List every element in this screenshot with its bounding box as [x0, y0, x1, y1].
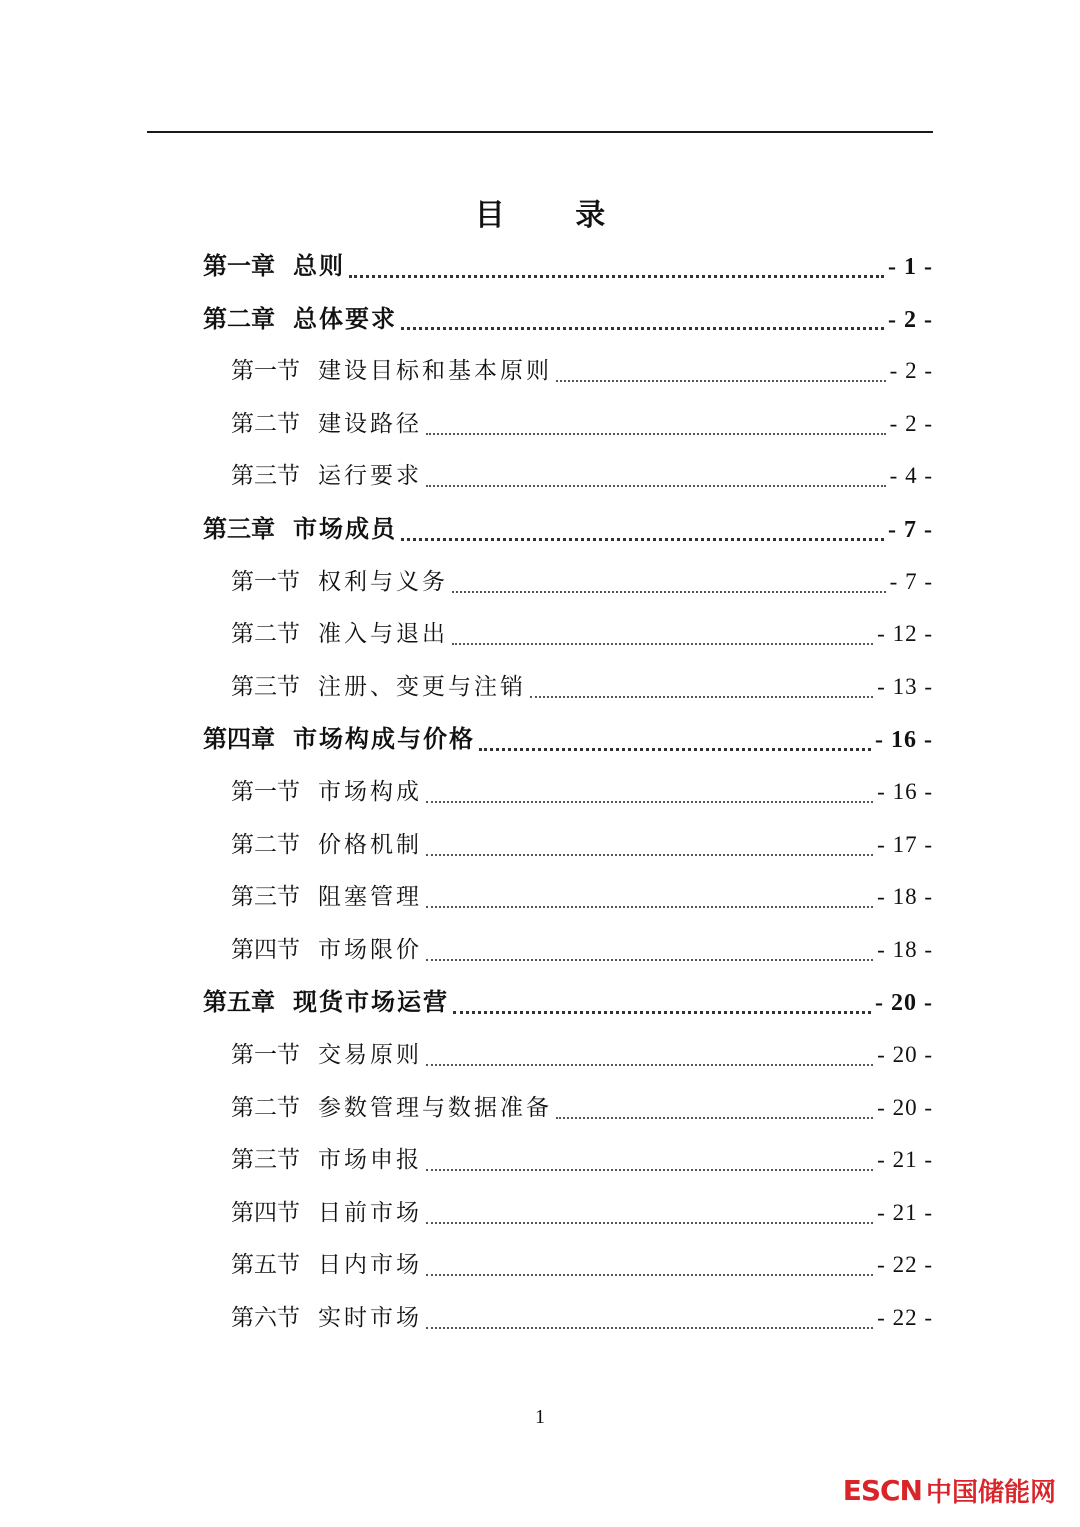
toc-entry-number: 第四节: [231, 1199, 300, 1226]
toc-entry-number: 第五节: [231, 1252, 300, 1279]
toc-entry-title: 准入与退出: [318, 621, 448, 648]
toc-section-entry: [231, 1035, 933, 1075]
toc-entry-page: - 2 -: [889, 410, 933, 436]
toc-dot-leader: [426, 1274, 873, 1276]
toc-entry-page: - 22 -: [877, 1252, 933, 1278]
toc-entry-page: - 21 -: [877, 1147, 933, 1173]
toc-entry-page: - 13 -: [877, 673, 933, 699]
toc-entry-title: 实时市场: [318, 1305, 422, 1331]
toc-entry-page: - 2 -: [889, 358, 933, 384]
toc-entry-page: - 16 -: [875, 727, 933, 754]
toc-dot-leader: [530, 696, 873, 698]
toc-entry-number: 第二节: [231, 1094, 300, 1121]
toc-section-entry: [231, 351, 933, 391]
toc-entry-page: - 17 -: [877, 831, 933, 857]
toc-entry-title: 建设路径: [318, 410, 422, 437]
toc-entry-number: 第五章: [203, 987, 275, 1017]
toc-dot-leader: [452, 643, 873, 645]
toc-dot-leader: [426, 1064, 873, 1066]
toc-chapter-entry: [203, 246, 933, 286]
toc-dot-leader: [426, 1222, 873, 1224]
toc-dot-leader: [426, 959, 873, 961]
toc-dot-leader: [401, 327, 884, 330]
toc-dot-leader: [426, 906, 873, 908]
toc-dot-leader: [556, 380, 886, 382]
toc-entry-number: 第三节: [231, 673, 300, 700]
toc-entry-number: 第一节: [231, 358, 300, 385]
toc-dot-leader: [479, 748, 871, 751]
toc-entry-page: - 20 -: [875, 990, 933, 1017]
toc-section-entry: [231, 772, 933, 812]
toc-entry-page: - 18 -: [877, 936, 933, 962]
toc-entry-page: - 7 -: [889, 568, 933, 594]
toc-entry-title: 参数管理与数据准备: [318, 1094, 552, 1121]
toc-entry-page: - 16 -: [877, 779, 933, 804]
toc-entry-title: 市场限价: [318, 936, 422, 963]
toc-entry-number: 第三章: [203, 514, 275, 543]
toc-entry-number: 第三节: [231, 463, 300, 490]
toc-entry-title: 总体要求: [293, 303, 397, 333]
toc-entry-page: - 1 -: [888, 254, 933, 280]
toc-entry-number: 第一章: [203, 251, 275, 280]
toc-dot-leader: [556, 1117, 873, 1119]
toc-entry-number: 第六节: [231, 1305, 300, 1331]
toc-chapter-entry: [203, 299, 933, 339]
toc-entry-title: 日内市场: [318, 1252, 422, 1279]
toc-entry-number: 第四章: [203, 724, 275, 754]
toc-entry-number: 第三节: [231, 884, 300, 911]
toc-dot-leader: [426, 485, 886, 487]
toc-entry-page: - 2 -: [888, 306, 933, 333]
toc-entry-title: 现货市场运营: [293, 987, 449, 1017]
toc-chapter-entry: [203, 982, 933, 1022]
page-number: 1: [535, 1406, 545, 1428]
toc-entry-title: 市场构成: [318, 779, 422, 805]
toc-dot-leader: [401, 538, 884, 541]
toc-dot-leader: [426, 801, 873, 803]
toc-chapter-entry: [203, 719, 933, 759]
toc-dot-leader: [426, 433, 886, 435]
toc-entry-title: 建设目标和基本原则: [318, 358, 552, 385]
toc-entry-page: - 21 -: [877, 1199, 933, 1225]
toc-entry-number: 第一节: [231, 779, 300, 805]
toc-entry-number: 第三节: [231, 1147, 300, 1174]
toc-entry-title: 市场申报: [318, 1147, 422, 1174]
toc-entry-number: 第四节: [231, 936, 300, 963]
toc-entry-number: 第一节: [231, 568, 300, 595]
toc-section-entry: [231, 456, 933, 496]
toc-entry-page: - 7 -: [888, 517, 933, 543]
toc-entry-page: - 4 -: [889, 463, 933, 489]
header-rule: [147, 131, 933, 133]
toc-entry-page: - 12 -: [877, 621, 933, 647]
toc-section-entry: [231, 1088, 933, 1128]
watermark-latin: ESCN: [842, 1473, 922, 1507]
toc-section-entry: [231, 1140, 933, 1180]
toc-entry-number: 第一节: [231, 1042, 300, 1068]
toc-section-entry: [231, 930, 933, 970]
toc-section-entry: [231, 877, 933, 917]
toc-entry-title: 运行要求: [318, 463, 422, 490]
toc-entry-title: 注册、变更与注销: [318, 673, 526, 700]
toc-chapter-entry: [203, 509, 933, 549]
toc-section-entry: [231, 667, 933, 707]
toc-entry-number: 第二节: [231, 621, 300, 648]
toc-dot-leader: [426, 854, 873, 856]
watermark-cn: 中国储能网: [925, 1477, 1056, 1508]
toc-dot-leader: [349, 275, 884, 278]
toc-section-entry: [231, 562, 933, 602]
toc-section-entry: [231, 1193, 933, 1233]
toc-entry-title: 市场成员: [293, 514, 397, 543]
toc-section-entry: [231, 614, 933, 654]
toc-entry-title: 市场构成与价格: [293, 724, 475, 754]
toc-entry-number: 第二节: [231, 410, 300, 437]
toc-entry-page: - 18 -: [877, 884, 933, 910]
toc-section-entry: [231, 404, 933, 444]
escn-watermark-logo: [843, 1470, 1056, 1510]
toc-entry-title: 价格机制: [318, 831, 422, 858]
toc-entry-title: 交易原则: [318, 1042, 422, 1068]
toc-section-entry: [231, 1298, 933, 1338]
toc-entry-title: 总则: [293, 251, 345, 280]
toc-dot-leader: [453, 1011, 871, 1014]
toc-entry-page: - 20 -: [877, 1042, 933, 1067]
toc-dot-leader: [452, 591, 886, 593]
toc-entry-title: 日前市场: [318, 1199, 422, 1226]
toc-entry-number: 第二节: [231, 831, 300, 858]
toc-title: 目 录: [474, 198, 636, 233]
toc-entry-page: - 20 -: [877, 1094, 933, 1120]
toc-dot-leader: [426, 1327, 873, 1329]
toc-section-entry: [231, 1245, 933, 1285]
toc-entry-title: 阻塞管理: [318, 884, 422, 911]
toc-section-entry: [231, 825, 933, 865]
toc-dot-leader: [426, 1169, 873, 1171]
toc-entry-title: 权利与义务: [318, 568, 448, 595]
toc-entry-number: 第二章: [203, 303, 275, 333]
toc-entry-page: - 22 -: [877, 1305, 933, 1330]
